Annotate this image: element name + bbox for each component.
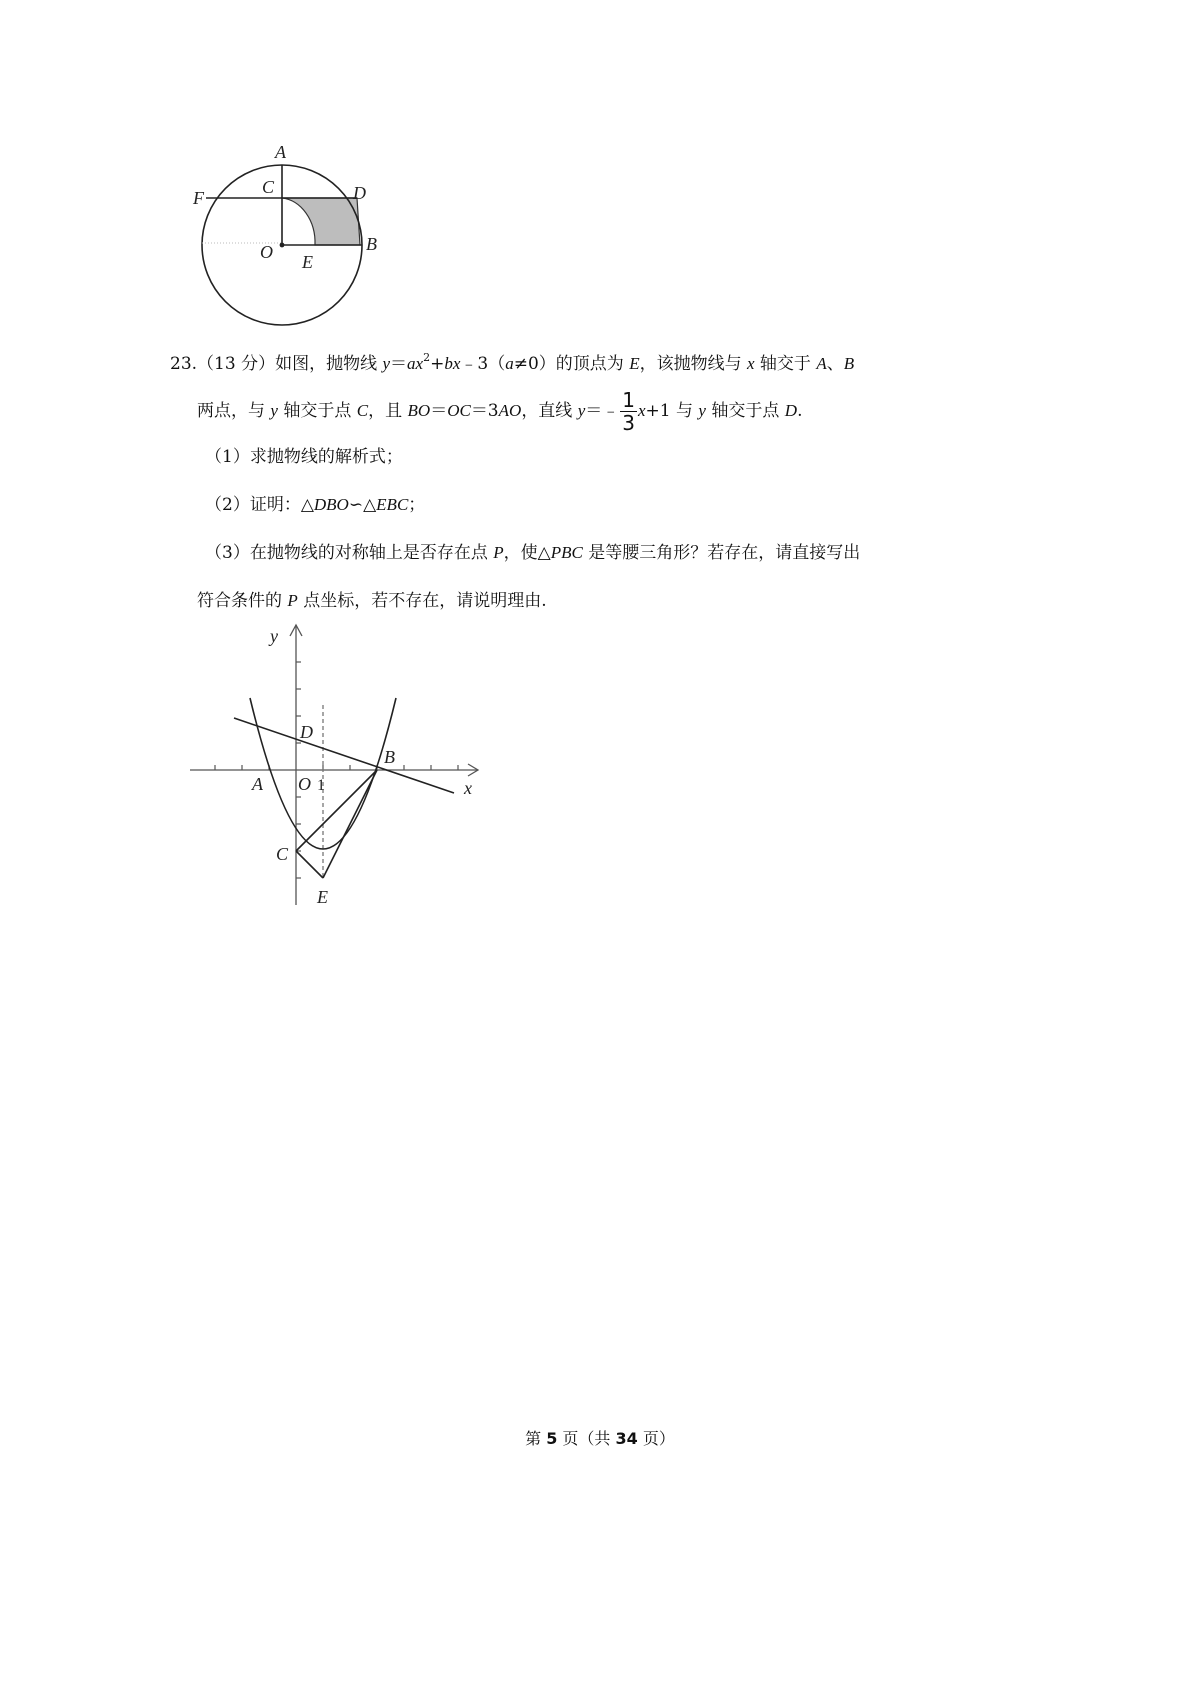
question-1 [170, 438, 970, 476]
label-c: C [262, 177, 275, 197]
math-op: ＝ [430, 401, 448, 421]
footer-text: 第 [525, 1429, 547, 1448]
label-b: B [384, 747, 395, 767]
math-var: BO [407, 401, 431, 420]
math-var: B [843, 354, 855, 373]
segment-ce [296, 851, 323, 878]
page-total: 34 [615, 1429, 638, 1448]
label-x: x [464, 778, 472, 798]
label-e: E [317, 887, 328, 907]
line-through-d-b [234, 718, 454, 793]
math-var: y [382, 354, 391, 373]
circle-figure [193, 140, 400, 340]
point-o [280, 243, 285, 248]
text: 两点，与 [197, 401, 271, 421]
footer-text: 页） [637, 1429, 675, 1448]
fraction-denominator: 3 [622, 411, 635, 435]
page-footer [0, 1426, 1200, 1449]
label-a: A [275, 142, 286, 162]
text: ，该抛物线与 [639, 354, 747, 374]
math-var: PBC [550, 543, 583, 562]
text: +1 与 [645, 401, 699, 421]
fraction-one-third [620, 389, 637, 434]
math-var: D [784, 401, 798, 420]
question-2 [170, 486, 970, 524]
label-b: B [366, 234, 377, 254]
label-y: y [270, 626, 278, 646]
math-var: P [493, 543, 504, 562]
problem-score: （13 分） [197, 354, 276, 374]
text: ，使△ [503, 543, 551, 563]
math-var: y [270, 401, 278, 420]
parabola-figure [190, 620, 490, 915]
question-1-text: （1）求抛物线的解析式； [205, 447, 403, 467]
math-var: OC [447, 401, 471, 420]
segment-eb [323, 770, 377, 878]
math-op: ＝ [390, 354, 408, 374]
math-var: a [505, 354, 514, 373]
fraction-numerator: 1 [622, 388, 635, 412]
text: 的顶点为 [555, 354, 630, 374]
math-op: ﹣3（ [460, 354, 506, 374]
label-f: F [193, 188, 204, 208]
math-exponent: 2 [423, 351, 431, 364]
label-d: D [300, 722, 313, 742]
math-op: ＝3 [470, 401, 499, 421]
text: 点坐标，若不存在，请说明理由. [297, 591, 547, 611]
math-var: C [356, 401, 369, 420]
math-var: bx [444, 354, 461, 373]
label-one: 1 [317, 777, 325, 794]
question-3 [170, 534, 970, 572]
label-d: D [353, 183, 366, 203]
label-e: E [302, 252, 313, 272]
text: . [797, 401, 803, 421]
label-o: O [298, 774, 311, 794]
text: ，直线 [521, 401, 578, 421]
math-var: x [638, 401, 646, 420]
math-var: P [287, 591, 298, 610]
problem-23 [170, 345, 970, 620]
math-var: y [577, 401, 586, 420]
math-op: + [430, 354, 445, 374]
math-var: AO [498, 401, 522, 420]
question-3-cont [170, 582, 970, 620]
problem-line-2 [170, 389, 970, 434]
text: 轴交于 [754, 354, 817, 374]
problem-number: 23. [170, 354, 198, 374]
math-op: ≠0） [513, 354, 556, 374]
math-var: x [746, 354, 755, 373]
page-number: 5 [546, 1429, 558, 1448]
problem-line-1 [170, 345, 970, 383]
math-op: ＝﹣ [585, 401, 620, 421]
text: 、 [826, 354, 844, 374]
text: ，且 [368, 401, 408, 421]
shaded-region [282, 198, 360, 245]
text: 轴交于点 [705, 401, 785, 421]
footer-text: 页（共 [557, 1429, 616, 1448]
label-c: C [276, 844, 289, 864]
text: 如图，抛物线 [275, 354, 383, 374]
math-var: E [629, 354, 640, 373]
math-var: EBC [376, 495, 409, 514]
text: 是等腰三角形？若存在，请直接写出 [582, 543, 861, 563]
math-var: y [698, 401, 706, 420]
text: 符合条件的 [197, 591, 288, 611]
text: ； [408, 495, 426, 515]
label-a: A [252, 774, 263, 794]
label-o: O [260, 242, 273, 262]
text: （2）证明：△ [205, 495, 314, 515]
text: （3）在抛物线的对称轴上是否存在点 [205, 543, 494, 563]
math-op: ∽△ [348, 495, 377, 515]
math-var: DBO [313, 495, 349, 514]
math-var: ax [407, 354, 424, 373]
math-var: A [816, 354, 827, 373]
text: 轴交于点 [277, 401, 357, 421]
